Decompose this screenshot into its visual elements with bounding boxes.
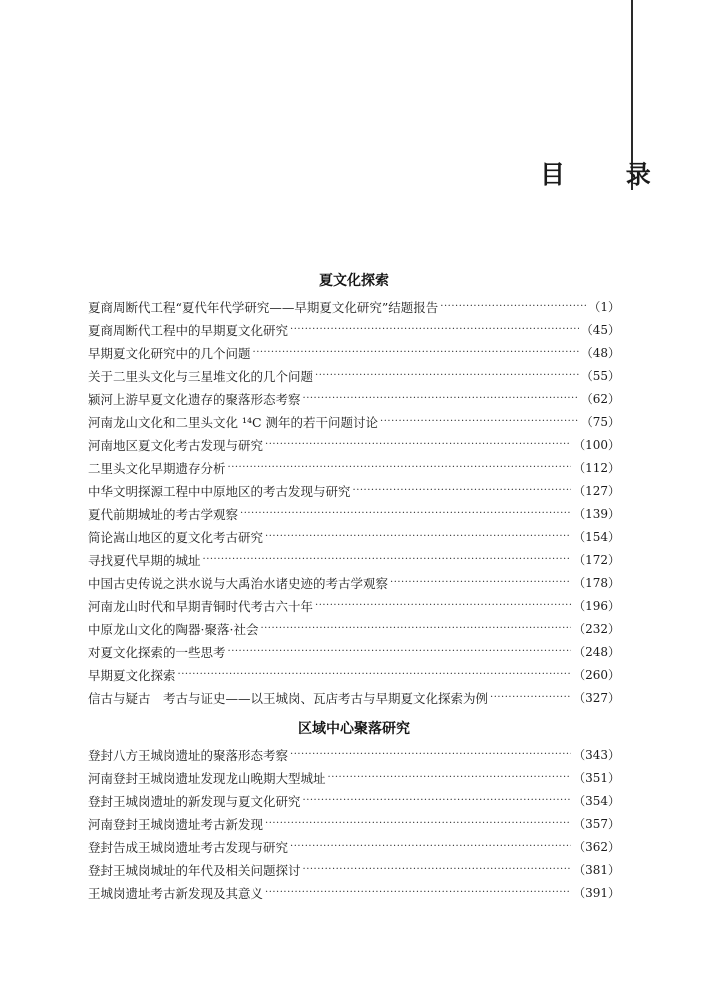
toc-entry-title: 信古与疑古 考古与证史——以王城岗、瓦店考古与早期夏文化探索为例 xyxy=(88,690,489,706)
toc-entry[interactable] xyxy=(88,617,620,640)
dot-leader xyxy=(228,646,572,657)
toc-entry[interactable] xyxy=(88,410,620,433)
toc-entry-title: 登封王城岗遗址的新发现与夏文化研究 xyxy=(88,793,301,809)
toc-entry-title: 夏代前期城址的考古学观察 xyxy=(88,506,239,522)
dot-leader xyxy=(265,531,571,542)
toc-entry-title: 简论嵩山地区的夏文化考古研究 xyxy=(88,529,264,545)
toc-entry-title: 河南龙山时代和早期青铜时代考古六十年 xyxy=(88,598,314,614)
dot-leader xyxy=(290,841,571,852)
toc-entry[interactable] xyxy=(88,548,620,571)
toc-page-number: （154） xyxy=(573,530,620,544)
toc-entry[interactable] xyxy=(88,594,620,617)
toc-entry-title: 登封告成王城岗遗址考古发现与研究 xyxy=(88,839,289,855)
toc-entry[interactable] xyxy=(88,341,620,364)
dot-leader xyxy=(265,439,571,450)
toc-page-number: （351） xyxy=(573,771,620,785)
toc-entry-title: 王城岗遗址考古新发现及其意义 xyxy=(88,885,264,901)
toc-page-number: （45） xyxy=(580,323,620,337)
dot-leader xyxy=(260,623,571,634)
toc-page-number: （75） xyxy=(580,415,620,429)
dot-leader xyxy=(303,864,572,875)
toc-entry-title: 登封八方王城岗遗址的聚落形态考察 xyxy=(88,747,289,763)
toc-page-number: （343） xyxy=(573,748,620,762)
dot-leader xyxy=(203,554,572,565)
toc-page-number: （248） xyxy=(573,645,620,659)
toc-entry[interactable] xyxy=(88,364,620,387)
toc-page-number: （357） xyxy=(573,817,620,831)
toc-entry[interactable] xyxy=(88,502,620,525)
toc-entry[interactable] xyxy=(88,387,620,410)
toc-entry-title: 颍河上游早夏文化遗存的聚落形态考察 xyxy=(88,391,301,407)
dot-leader xyxy=(440,301,586,312)
dot-leader xyxy=(290,324,579,335)
dot-leader xyxy=(490,692,571,703)
toc-page-number: （48） xyxy=(580,346,620,360)
toc-entry[interactable] xyxy=(88,433,620,456)
toc-page-number: （354） xyxy=(573,794,620,808)
dot-leader xyxy=(265,818,571,829)
toc-entry[interactable] xyxy=(88,789,620,812)
dot-leader xyxy=(290,749,571,760)
toc-entry[interactable] xyxy=(88,812,620,835)
toc-entry[interactable] xyxy=(88,479,620,502)
toc-entry-title: 河南登封王城岗遗址发现龙山晚期大型城址 xyxy=(88,770,326,786)
toc-entry-title: 夏商周断代工程“夏代年代学研究——早期夏文化研究”结题报告 xyxy=(88,299,439,315)
toc-entry[interactable] xyxy=(88,318,620,341)
toc-entry[interactable] xyxy=(88,663,620,686)
toc-entry-title: 关于二里头文化与三星堆文化的几个问题 xyxy=(88,368,314,384)
section-heading: 区域中心聚落研究 xyxy=(298,721,410,737)
toc-entry-title: 早期夏文化探索 xyxy=(88,667,176,683)
toc-page-number: （260） xyxy=(573,668,620,682)
dot-leader xyxy=(315,600,571,611)
toc-page-number: （196） xyxy=(573,599,620,613)
toc-entry[interactable] xyxy=(88,743,620,766)
toc-entry[interactable] xyxy=(88,295,620,318)
toc-page-number: （327） xyxy=(573,691,620,705)
dot-leader xyxy=(240,508,571,519)
toc-entry-title: 河南地区夏文化考古发现与研究 xyxy=(88,437,264,453)
dot-leader xyxy=(353,485,572,496)
toc-page-number: （391） xyxy=(573,886,620,900)
toc-page-number: （100） xyxy=(573,438,620,452)
section-heading: 夏文化探索 xyxy=(319,273,389,289)
dot-leader xyxy=(315,370,579,381)
dot-leader xyxy=(303,795,572,806)
toc-entry[interactable] xyxy=(88,858,620,881)
toc-section-list xyxy=(88,295,620,709)
toc-entry[interactable] xyxy=(88,766,620,789)
toc-page-number: （232） xyxy=(573,622,620,636)
toc-entry[interactable] xyxy=(88,686,620,709)
page-title: 目 录 xyxy=(540,160,677,189)
toc-entry-title: 早期夏文化研究中的几个问题 xyxy=(88,345,251,361)
toc-page-number: （362） xyxy=(573,840,620,854)
toc-entry-title: 对夏文化探索的一些思考 xyxy=(88,644,226,660)
toc-entry-title: 寻找夏代早期的城址 xyxy=(88,552,201,568)
toc-entry[interactable] xyxy=(88,571,620,594)
toc-page-number: （381） xyxy=(573,863,620,877)
dot-leader xyxy=(228,462,572,473)
dot-leader xyxy=(265,887,571,898)
toc-entry-title: 登封王城岗城址的年代及相关问题探讨 xyxy=(88,862,301,878)
toc-page-number: （62） xyxy=(580,392,620,406)
toc-entry-title: 河南登封王城岗遗址考古新发现 xyxy=(88,816,264,832)
toc-entry-title: 夏商周断代工程中的早期夏文化研究 xyxy=(88,322,289,338)
dot-leader xyxy=(328,772,572,783)
toc-page-number: （55） xyxy=(580,369,620,383)
toc-entry[interactable] xyxy=(88,525,620,548)
toc-entry-title: 中原龙山文化的陶器·聚落·社会 xyxy=(88,621,259,637)
toc-page-number: （127） xyxy=(573,484,620,498)
dot-leader xyxy=(178,669,572,680)
toc-section-list xyxy=(88,743,620,904)
dot-leader xyxy=(390,577,571,588)
toc-entry[interactable] xyxy=(88,456,620,479)
toc-entry-title: 河南龙山文化和二里头文化 ¹⁴C 测年的若干问题讨论 xyxy=(88,414,379,430)
toc-page-number: （1） xyxy=(588,300,620,314)
dot-leader xyxy=(253,347,579,358)
dot-leader xyxy=(380,416,579,427)
dot-leader xyxy=(303,393,579,404)
toc-page-number: （172） xyxy=(573,553,620,567)
toc-entry[interactable] xyxy=(88,881,620,904)
toc-page-number: （139） xyxy=(573,507,620,521)
toc-page-number: （112） xyxy=(573,461,620,475)
toc-page-number: （178） xyxy=(573,576,620,590)
toc-entry-title: 中国古史传说之洪水说与大禹治水诸史迹的考古学观察 xyxy=(88,575,389,591)
toc-entry[interactable] xyxy=(88,640,620,663)
toc-entry-title: 二里头文化早期遗存分析 xyxy=(88,460,226,476)
toc-entry-title: 中华文明探源工程中中原地区的考古发现与研究 xyxy=(88,483,351,499)
toc-entry[interactable] xyxy=(88,835,620,858)
